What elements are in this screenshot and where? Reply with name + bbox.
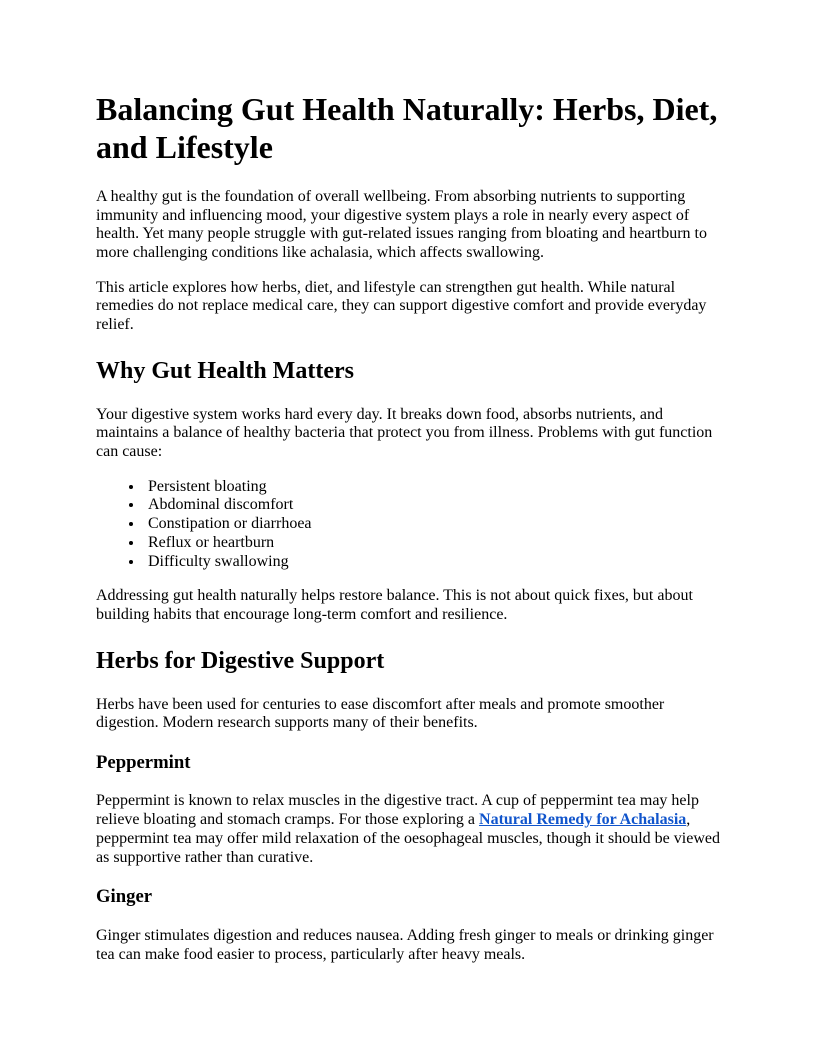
peppermint-text-after-link: , peppermint tea may offer mild relaxation of the oesophageal muscles, though it should be viewed as supportive rather than curative. [96,811,720,866]
page-title: Balancing Gut Health Naturally: Herbs, Diet, and Lifestyle [96,91,718,166]
intro-paragraph-1: A healthy gut is the foundation of overall wellbeing. From absorbing nutrients to supporting immunity and influencing mood, your digestive system plays a role in nearly every aspect of health. Yet many people struggle with gut-related issues ranging from bloating and heartburn to more challenging conditions like achalasia, which affects swallowing. [96,187,707,261]
list-item: • Abdominal discomfort [144,496,720,515]
ginger-paragraph: Ginger stimulates digestion and reduces nausea. Adding fresh ginger to meals or drinking ginger tea can make food easier to process, particularly after heavy meals. [96,926,714,963]
why-gut-health-closing-paragraph: Addressing gut health naturally helps restore balance. This is not about quick fixes, but about building habits that encourage long-term comfort and resilience. [96,587,693,624]
peppermint-paragraph [96,792,720,867]
intro-paragraph-2: This article explores how herbs, diet, and lifestyle can strengthen gut health. While natural remedies do not replace medical care, they can support digestive comfort and provide everyday relief. [96,278,707,334]
subsection-heading-peppermint: Peppermint [96,752,191,774]
section-heading-why-gut-health-matters: Why Gut Health Matters [96,357,354,384]
why-gut-health-paragraph: Your digestive system works hard every day. It breaks down food, absorbs nutrients, and maintains a balance of healthy bacteria that protect you from illness. Problems with gut function can cause: [96,405,713,461]
section-heading-herbs-for-digestive-support: Herbs for Digestive Support [96,647,385,674]
herbs-intro-paragraph: Herbs have been used for centuries to ease discomfort after meals and promote smoother digestion. Modern research supports many of their benefits. [96,695,665,732]
list-item: • Constipation or diarrhoea [144,515,720,534]
list-item: • Reflux or heartburn [144,534,720,553]
symptom-list [96,478,720,572]
list-item: • Difficulty swallowing [144,553,720,572]
subsection-heading-ginger: Ginger [96,886,153,908]
list-item: • Persistent bloating [144,478,720,497]
achalasia-remedy-link[interactable]: Natural Remedy for Achalasia [479,811,687,829]
peppermint-text-before-link: Peppermint is known to relax muscles in the digestive tract. A cup of peppermint tea may help relieve bloating and stomach cramps. For those exploring a [96,792,699,829]
